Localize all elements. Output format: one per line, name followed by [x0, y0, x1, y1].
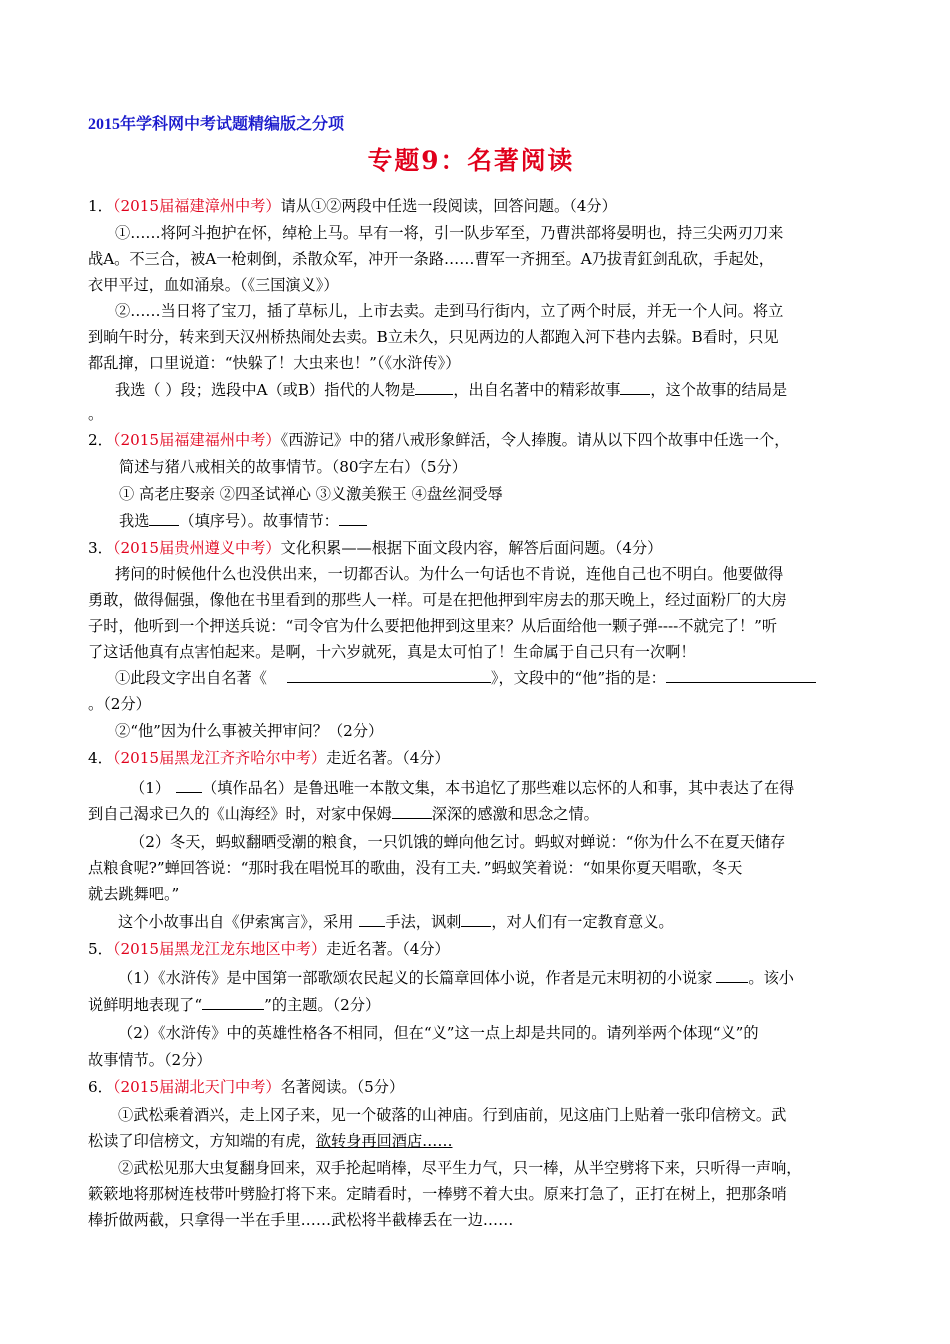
- passage-line: 战A。不三合，被A一枪刺倒，杀散众军，冲开一条路……曹军一齐拥至。A乃拔青釭剑乱砍，手起处，: [88, 250, 774, 268]
- passage-line: 就去跳舞吧。”: [88, 885, 180, 903]
- passage-line: （2）冬天，蚂蚁翻晒受潮的粮食，一只饥饿的蝉向他乞讨。蚂蚁对蝉说：“你为什么不在夏天储存: [130, 833, 786, 851]
- answer-blank[interactable]: [149, 511, 179, 526]
- question-2-heading: [88, 430, 789, 450]
- question-instruction: 简述与猪八戒相关的故事情节。（80字左右）（5分）: [119, 458, 467, 476]
- passage-line: 子时，他听到一个押送兵说：“司令官为什么要把他押到这里来？从后面给他一颗子弹----不就完了！”听: [88, 617, 778, 635]
- answer-blank[interactable]: [439, 380, 455, 399]
- question-instruction: 《西游记》中的猪八戒形象鲜活，令人捧腹。请从以下四个故事中任选一个，: [280, 431, 790, 449]
- question-number: 4．: [88, 749, 113, 767]
- question-number: 6．: [88, 1078, 113, 1096]
- answer-blank[interactable]: [461, 912, 491, 927]
- answer-blank[interactable]: [359, 912, 385, 927]
- question-4-heading: [88, 748, 450, 768]
- question-source: （2015届湖北天门中考）: [112, 1078, 281, 1096]
- passage-line: 勇敢，做得倔强，像他在书里看到的那些人一样。可是在把他押到牢房去的那天晚上，经过面粉厂的大房: [88, 591, 787, 609]
- answer-end: 。: [88, 405, 104, 423]
- answer-line: 说鲜明地表现了“ ”的主题。（2分）: [88, 996, 381, 1014]
- answer-blank[interactable]: [287, 668, 491, 683]
- question-number: 2．: [88, 431, 113, 449]
- answer-points: 。（2分）: [88, 695, 151, 713]
- answer-blank[interactable]: [202, 995, 264, 1010]
- answer-blank[interactable]: [339, 511, 367, 526]
- question-number: 5．: [88, 940, 113, 958]
- passage-line: ①……将阿斗抱护在怀，绰枪上马。早有一将，引一队步军至，乃曹洪部将晏明也，持三尖两刃刀来: [115, 224, 784, 242]
- document-header: 2015年学科网中考试题精编版之分项: [88, 116, 345, 133]
- editor-mark-icon: ﾠ: [439, 381, 455, 399]
- passage-line: ②武松见那大虫复翻身回来，双手抡起哨棒，尽平生力气，只一棒，从半空劈将下来，只听得一声响，: [118, 1159, 802, 1177]
- sub-question: ②“他”因为什么事被关押审问？（2分）: [115, 722, 384, 740]
- answer-line: （1） （填作品名）是鲁迅唯一本散文集，本书追忆了那些难以忘怀的人和事，其中表达了在得: [130, 779, 795, 797]
- question-source: （2015届贵州遵义中考）: [112, 539, 281, 557]
- answer-blank[interactable]: [666, 668, 816, 683]
- passage-line: ①武松乘着酒兴，走上冈子来，见一个破落的山神庙。行到庙前，见这庙门上贴着一张印信榜文。武: [118, 1106, 787, 1124]
- answer-blank[interactable]: [392, 804, 432, 819]
- question-3-heading: [88, 538, 662, 558]
- answer-blank[interactable]: [176, 778, 202, 793]
- passage-line: 簌簌地将那树连枝带叶劈脸打将下来。定睛看时，一棒劈不着大虫。原来打急了，正打在树上，把那条哨: [88, 1185, 787, 1203]
- question-instruction: 走近名著。（4分）: [326, 940, 450, 958]
- answer-blank[interactable]: [716, 968, 748, 983]
- passage-line: 到晌午时分，转来到天汉州桥热闹处去卖。B立未久，只见两边的人都跑入河下巷内去躲。B看时，只见: [88, 328, 779, 346]
- passage-line: 故事情节。（2分）: [88, 1051, 212, 1069]
- passage-line: 点粮食呢?”蝉回答说：“那时我在唱悦耳的歌曲，没有工夫．”蚂蚁笑着说：“如果你夏天唱歌，冬天: [88, 859, 743, 877]
- answer-blank[interactable]: [415, 380, 439, 395]
- answer-line: ①此段文字出自名著《 》，文段中的“他”指的是：: [115, 668, 816, 688]
- passage-line: 了这话他真有点害怕起来。是啊，十六岁就死，真是太可怕了！生命属于自己只有一次啊！: [88, 643, 696, 661]
- question-number: 3．: [88, 539, 113, 557]
- answer-line: 这个小故事出自《伊索寓言》，采用 手法，讽刺 ，对人们有一定教育意义。: [118, 913, 674, 931]
- question-source: （2015届黑龙江龙东地区中考）: [112, 940, 327, 958]
- answer-line: 我选 （填序号）。故事情节：: [119, 511, 367, 531]
- passage-line: ②……当日将了宝刀，插了草标儿，上市去卖。走到马行街内，立了两个时辰，并无一个人问。将立: [115, 302, 784, 320]
- question-source: （2015届福建漳州中考）: [112, 197, 281, 215]
- story-options: ① 高老庄娶亲 ②四圣试禅心 ③义激美猴王 ④盘丝洞受辱: [119, 485, 503, 503]
- question-source: （2015届黑龙江齐齐哈尔中考）: [112, 749, 327, 767]
- passage-line: 拷问的时候他什么也没供出来，一切都否认。为什么一句话也不肯说，连他自己也不明白。他要做得: [115, 565, 784, 583]
- answer-blank[interactable]: [620, 380, 650, 395]
- question-source: （2015届福建福州中考）: [112, 431, 281, 449]
- question-instruction: 走近名著。（4分）: [326, 749, 450, 767]
- answer-line: 到自己渴求已久的《山海经》时，对家中保姆 深深的感激和思念之情。: [88, 805, 599, 823]
- question-1-heading: [88, 196, 617, 216]
- passage-line: （2）《水浒传》中的英雄性格各不相同，但在“义”这一点上却是共同的。请列举两个体现“义”的: [118, 1024, 759, 1042]
- question-instruction: 请从①②两段中任选一段阅读，回答问题。（4分）: [280, 197, 617, 215]
- question-5-heading: [88, 939, 450, 959]
- underlined-text: 欲转身再回酒店……: [315, 1132, 453, 1150]
- question-instruction: 文化积累——根据下面文段内容，解答后面问题。（4分）: [280, 539, 663, 557]
- page-title: 专题9：名著阅读: [367, 146, 575, 175]
- passage-line: 棒折做两截，只拿得一半在手里……武松将半截棒丢在一边……: [88, 1211, 514, 1229]
- question-number: 1．: [88, 197, 113, 215]
- passage-line: 都乱撺，口里说道：“快躲了！大虫来也！”（《水浒传》）: [88, 354, 461, 372]
- question-6-heading: [88, 1077, 404, 1097]
- passage-line: 松读了印信榜文，方知端的有虎，欲转身再回酒店……: [88, 1132, 453, 1150]
- answer-line: （1）《水浒传》是中国第一部歌颂农民起义的长篇章回体小说，作者是元末明初的小说家 。该小: [118, 969, 794, 987]
- question-instruction: 名著阅读。（5分）: [280, 1078, 405, 1096]
- passage-line: 衣甲平过，血如涌泉。（《三国演义》）: [88, 276, 339, 294]
- answer-line: 我选（ ）段；选段中A（或B）指代的人物是 ﾠ，出自名著中的精彩故事 ，这个故事的结局是: [115, 381, 788, 399]
